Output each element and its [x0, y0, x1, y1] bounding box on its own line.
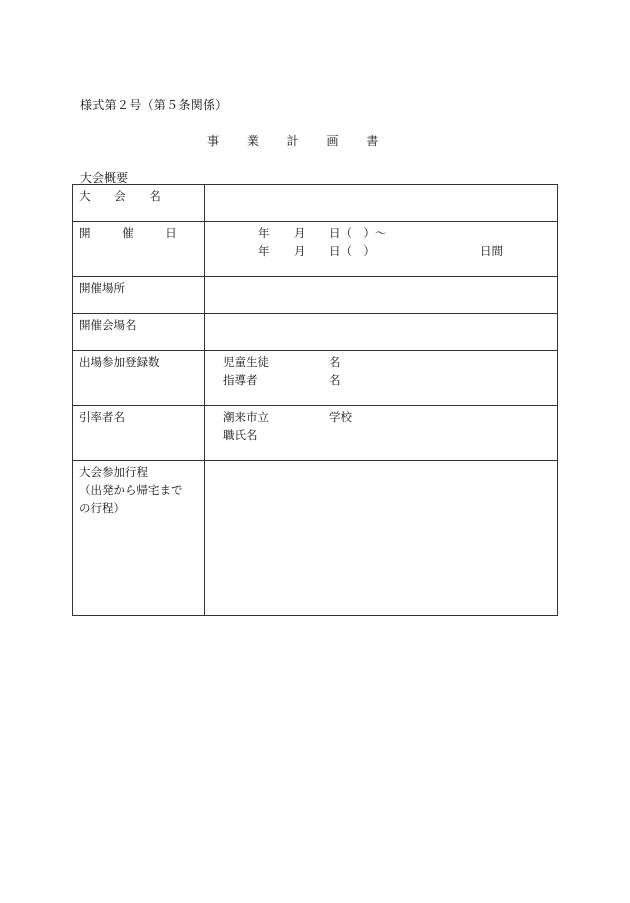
itinerary-label-line1: 大会参加行程	[79, 465, 148, 479]
students-label: 児童生徒	[223, 355, 269, 369]
label-venue-place	[73, 277, 205, 314]
event-name-field[interactable]	[205, 185, 558, 222]
label-dates	[73, 222, 205, 277]
students-unit: 名	[329, 355, 341, 369]
itinerary-label-line2: （出発から帰宅まで	[79, 483, 183, 497]
row-itinerary	[73, 461, 558, 616]
label-itinerary	[73, 461, 205, 616]
leader-name-field[interactable]	[205, 406, 558, 461]
row-venue-hall	[73, 314, 558, 351]
event-plan-table	[72, 184, 558, 616]
position-label: 職氏名	[223, 428, 258, 442]
dates-label: 開 催 日	[79, 226, 191, 240]
itinerary-field[interactable]	[205, 461, 558, 616]
label-leader-name	[73, 406, 205, 461]
leader-name-label: 引率者名	[79, 410, 125, 424]
document-title: 事 業 計 画 書	[207, 134, 391, 148]
duration-unit: 日間	[480, 244, 503, 258]
form-number: 様式第２号（第５条関係）	[80, 98, 228, 112]
row-dates	[73, 222, 558, 277]
leaders-unit: 名	[329, 373, 341, 387]
dates-field[interactable]	[205, 222, 558, 277]
date2-month-unit: 月	[294, 244, 306, 258]
date1-day-unit: 日（ ）〜	[329, 226, 387, 240]
itinerary-label-line3: の行程）	[79, 501, 125, 515]
school-suffix: 学校	[329, 410, 352, 424]
venue-hall-label: 開催会場名	[79, 318, 137, 332]
row-event-name	[73, 185, 558, 222]
venue-hall-field[interactable]	[205, 314, 558, 351]
section-label: 大会概要	[80, 171, 129, 185]
row-venue-place	[73, 277, 558, 314]
row-participants	[73, 351, 558, 406]
row-leader-name	[73, 406, 558, 461]
venue-place-label: 開催場所	[79, 281, 125, 295]
venue-place-field[interactable]	[205, 277, 558, 314]
label-event-name	[73, 185, 205, 222]
participants-field[interactable]	[205, 351, 558, 406]
label-venue-hall	[73, 314, 205, 351]
participants-label: 出場参加登録数	[79, 355, 160, 369]
event-name-label: 大 会 名	[79, 189, 171, 203]
leaders-label: 指導者	[223, 373, 258, 387]
date1-year-unit: 年	[258, 226, 270, 240]
date1-month-unit: 月	[294, 226, 306, 240]
date2-year-unit: 年	[258, 244, 270, 258]
date2-day-unit: 日（ ）	[329, 244, 375, 258]
school-prefix: 潮来市立	[223, 410, 269, 424]
label-participants	[73, 351, 205, 406]
